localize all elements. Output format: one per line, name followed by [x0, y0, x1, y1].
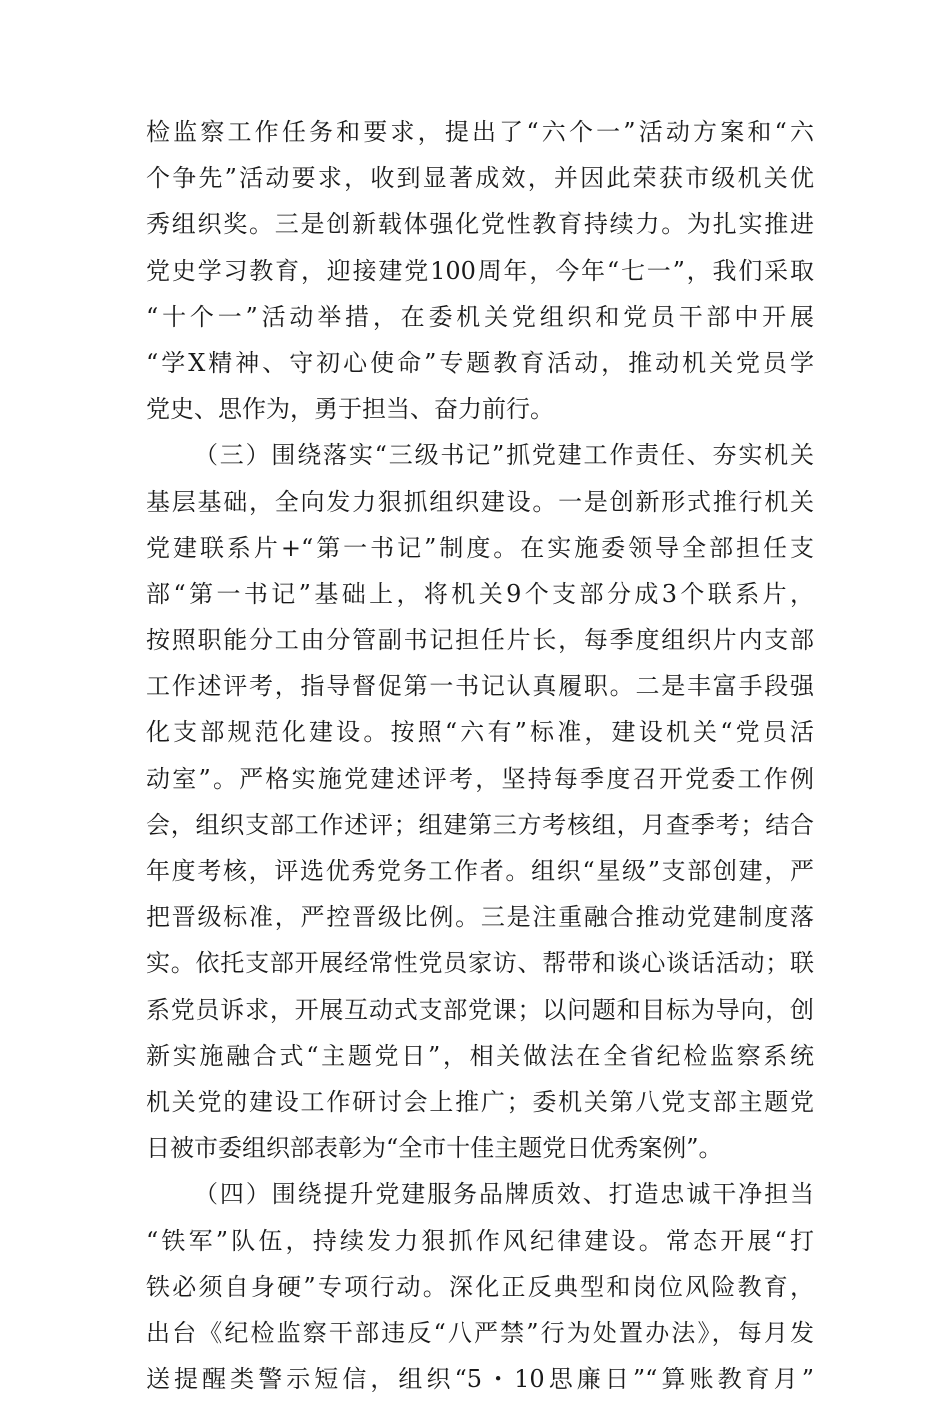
text-line: 检监察工作任务和要求，提出了“六个一”活动方案和“六 — [146, 118, 814, 146]
text-line: “铁军”队伍，持续发力狠抓作风纪律建设。常态开展“打 — [146, 1226, 814, 1255]
text-line: 个争先”活动要求，收到显著成效，并因此荣获市级机关优 — [146, 164, 814, 193]
text-line: 部“第一书记”基础上，将机关9个支部分成3个联系片， — [146, 579, 814, 608]
text-line: 实。依托支部开展经常性党员家访、帮带和谈心谈话活动；联 — [146, 949, 814, 978]
text-line: 机关党的建设工作研讨会上推广；委机关第八党支部主题党 — [146, 1087, 814, 1116]
paragraph-heading-line: （四）围绕提升党建服务品牌质效、打造忠诚干净担当 — [194, 1180, 814, 1209]
text-line: 出台《纪检监察干部违反“八严禁”行为处置办法》，每月发 — [146, 1318, 814, 1347]
text-line: “学X精神、守初心使命”专题教育活动，推动机关党员学 — [146, 348, 814, 377]
text-line: 会，组织支部工作述评；组建第三方考核组，月查季考；结合 — [146, 810, 814, 839]
text-line: 送提醒类警示短信，组织“5・10思廉日”“算账教育月” — [146, 1365, 814, 1394]
text-line: 工作述评考，指导督促第一书记认真履职。二是丰富手段强 — [146, 672, 814, 701]
paragraph-heading-line: （三）围绕落实“三级书记”抓党建工作责任、夯实机关 — [194, 441, 814, 470]
text-line: 日被市委组织部表彰为“全市十佳主题党日优秀案例”。 — [146, 1134, 723, 1163]
text-line: 党建联系片+“第一书记”制度。在实施委领导全部担任支 — [146, 533, 814, 562]
text-line: “十个一”活动举措，在委机关党组织和党员干部中开展 — [146, 302, 814, 331]
text-line: 铁必须自身硬”专项行动。深化正反典型和岗位风险教育， — [146, 1272, 814, 1301]
text-line: 把晋级标准，严控晋级比例。三是注重融合推动党建制度落 — [146, 903, 814, 932]
text-line: 系党员诉求，开展互动式支部党课；以问题和目标为导向，创 — [146, 995, 814, 1024]
text-line: 党史、思作为，勇于担当、奋力前行。 — [146, 395, 554, 424]
text-line: 按照职能分工由分管副书记担任片长，每季度组织片内支部 — [146, 626, 814, 655]
document-body — [146, 109, 814, 1402]
text-line: 动室”。严格实施党建述评考，坚持每季度召开党委工作例 — [146, 764, 814, 793]
text-line: 基层基础，全向发力狠抓组织建设。一是创新形式推行机关 — [146, 487, 814, 516]
text-line: 秀组织奖。三是创新载体强化党性教育持续力。为扎实推进 — [146, 210, 814, 239]
text-line: 新实施融合式“主题党日”，相关做法在全省纪检监察系统 — [146, 1041, 814, 1070]
text-line: 化支部规范化建设。按照“六有”标准，建设机关“党员活 — [146, 718, 814, 747]
text-line: 年度考核，评选优秀党务工作者。组织“星级”支部创建，严 — [146, 857, 814, 885]
text-line: 党史学习教育，迎接建党100周年，今年“七一”，我们采取 — [146, 256, 814, 285]
